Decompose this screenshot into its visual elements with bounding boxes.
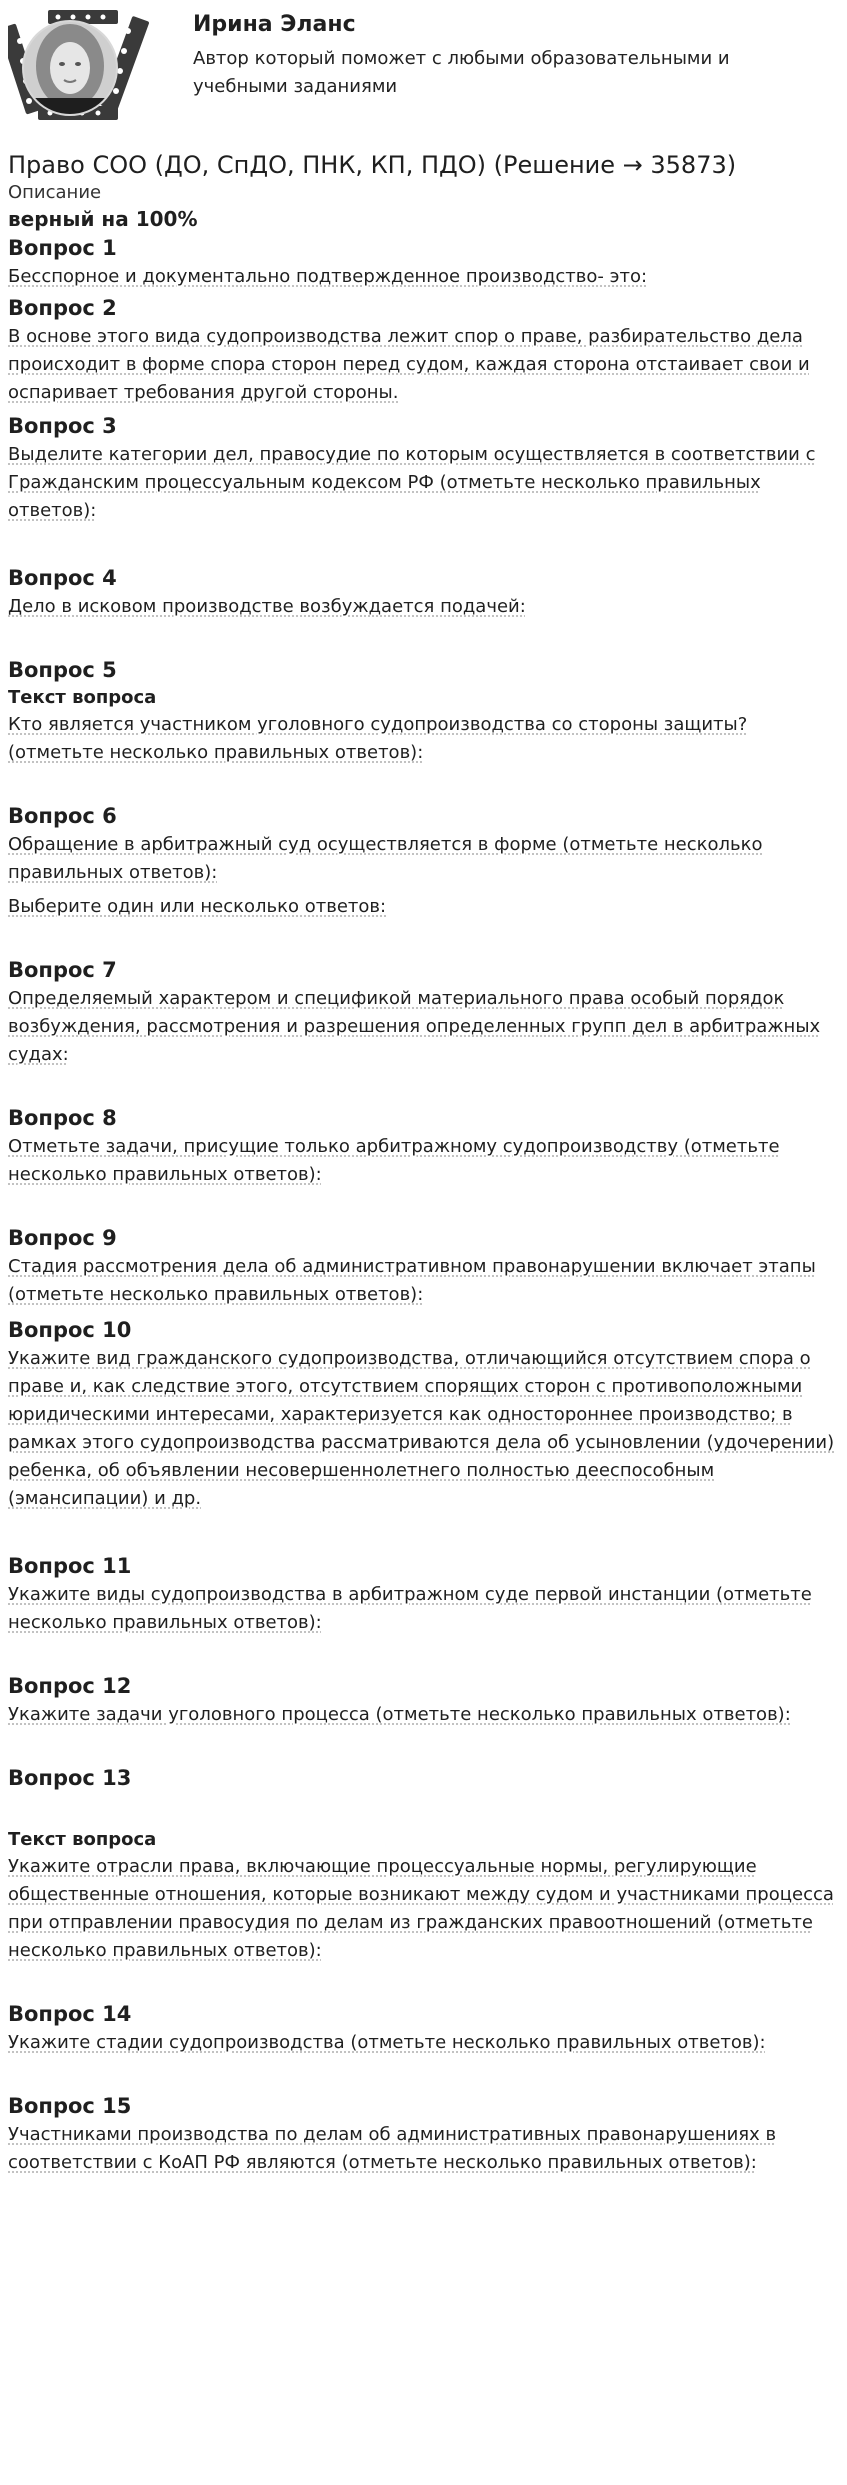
- question-title: Вопрос 4: [8, 566, 117, 590]
- question-text: Бесспорное и документально подтвержденное производство- это:: [8, 266, 648, 287]
- question-title: Вопрос 13: [8, 1766, 132, 1790]
- question-answer-hint: Выберите один или несколько ответов:: [8, 896, 387, 917]
- question-block: [8, 1551, 839, 1637]
- question-text: Дело в исковом производстве возбуждается подачей:: [8, 596, 526, 617]
- page-title: Право СОО (ДО, СпДО, ПНК, КП, ПДО) (Решение → 35873): [8, 151, 737, 179]
- verdict: верный на 100%: [8, 207, 198, 231]
- question-text: Укажите отрасли права, включающие процессуальные нормы, регулирующие общественные отношения, которые возникают между судом и участниками процесса при отправлении правосудия по делам из гражданских правоотношений (отметьте несколько правильных ответов):: [8, 1856, 834, 1961]
- question-subtitle: Текст вопроса: [8, 1829, 157, 1850]
- question-text: Участниками производства по делам об административных правонарушениях в соответствии с КоАП РФ являются (отметьте несколько правильных ответов):: [8, 2124, 777, 2173]
- question-text: Укажите задачи уголовного процесса (отметьте несколько правильных ответов):: [8, 1704, 791, 1725]
- question-text: Укажите вид гражданского судопроизводства, отличающийся отсутствием спора о праве и, как следствие этого, отсутствием спорящих сторон с противоположными юридическими интересами, характеризуется как одностороннее производство; в рамках этого судопроизводства рассматриваются дела об усыновлении (удочерении) ребенка, об объявлении несовершеннолетнего полностью дееспособным (эмансипации) и др.: [8, 1348, 835, 1509]
- question-title: Вопрос 15: [8, 2094, 132, 2118]
- question-text: В основе этого вида судопроизводства лежит спор о праве, разбирательство дела происходит в форме спора сторон перед судом, каждая сторона отстаивает свои и оспаривает требования другой стороны.: [8, 326, 810, 403]
- question-title: Вопрос 9: [8, 1226, 117, 1250]
- question-block: [8, 233, 839, 291]
- question-block: [8, 1315, 839, 1513]
- question-title: Вопрос 14: [8, 2002, 132, 2026]
- question-text: Кто является участником уголовного судопроизводства со стороны защиты? (отметьте несколько правильных ответов):: [8, 714, 748, 763]
- question-title: Вопрос 7: [8, 958, 117, 982]
- question-title: Вопрос 6: [8, 804, 117, 828]
- question-block: [8, 411, 839, 525]
- description-label: Описание: [8, 182, 102, 203]
- question-block: [8, 655, 839, 767]
- question-text: Стадия рассмотрения дела об административном правонарушении включает этапы (отметьте несколько правильных ответов):: [8, 1256, 816, 1305]
- question-block: [8, 293, 839, 407]
- author-avatar[interactable]: [8, 6, 158, 126]
- question-title: Вопрос 5: [8, 658, 117, 682]
- question-text: Определяемый характером и спецификой материального права особый порядок возбуждения, рассмотрения и разрешения определенных групп дел в арбитражных судах:: [8, 988, 821, 1065]
- question-text: Отметьте задачи, присущие только арбитражному судопроизводству (отметьте несколько правильных ответов):: [8, 1136, 780, 1185]
- question-block: [8, 1223, 839, 1309]
- question-block: [8, 2091, 839, 2177]
- question-text: Обращение в арбитражный суд осуществляется в форме (отметьте несколько правильных ответов):: [8, 834, 763, 883]
- question-title: Вопрос 8: [8, 1106, 117, 1130]
- question-title: Вопрос 1: [8, 236, 117, 260]
- question-text: Укажите виды судопроизводства в арбитражном суде первой инстанции (отметьте несколько правильных ответов):: [8, 1584, 812, 1633]
- question-block: [8, 1763, 839, 1965]
- question-block: [8, 955, 839, 1069]
- question-block: [8, 563, 839, 621]
- question-text: Укажите стадии судопроизводства (отметьте несколько правильных ответов):: [8, 2032, 766, 2053]
- question-title: Вопрос 10: [8, 1318, 132, 1342]
- author-card: [8, 0, 839, 135]
- questions-list: [8, 233, 839, 2177]
- author-description: Автор который поможет с любыми образовательными и учебными заданиями: [193, 48, 730, 97]
- question-title: Вопрос 11: [8, 1554, 132, 1578]
- question-title: Вопрос 3: [8, 414, 117, 438]
- question-title: Вопрос 12: [8, 1674, 132, 1698]
- question-block: [8, 1671, 839, 1729]
- question-block: [8, 1103, 839, 1189]
- author-name[interactable]: Ирина Эланс: [193, 12, 356, 37]
- question-text: Выделите категории дел, правосудие по которым осуществляется в соответствии с Гражданским процессуальным кодексом РФ (отметьте несколько правильных ответов):: [8, 444, 816, 521]
- question-block: [8, 801, 839, 921]
- question-title: Вопрос 2: [8, 296, 117, 320]
- question-subtitle: Текст вопроса: [8, 687, 157, 708]
- question-block: [8, 1999, 839, 2057]
